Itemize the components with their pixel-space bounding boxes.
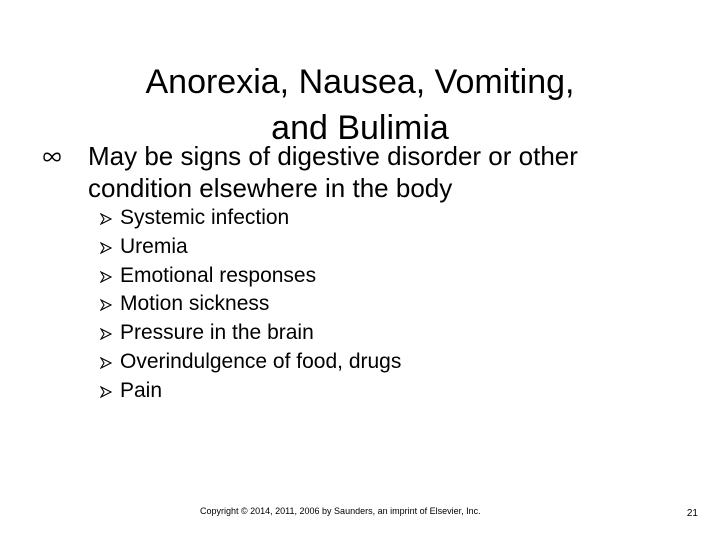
infinity-bullet-icon (42, 150, 62, 164)
main-bullet-text (88, 140, 668, 204)
arrowhead-bullet-icon (100, 242, 112, 254)
sub-bullet-label: Pain (120, 378, 163, 402)
arrowhead-bullet-icon (100, 328, 112, 340)
sub-bullet-label: Motion sickness (120, 292, 270, 316)
copyright-footer: Copyright © 2014, 2011, 2006 by Saunders, an imprint of Elsevier, Inc. (200, 506, 481, 516)
sub-bullet-item (100, 377, 580, 406)
arrowhead-bullet-icon (100, 386, 112, 398)
main-bullet-line-2: condition elsewhere in the body (88, 173, 453, 203)
sub-bullet-label: Pressure in the brain (120, 321, 314, 345)
sub-bullet-item (100, 319, 580, 348)
sub-bullet-label: Overindulgence of food, drugs (120, 349, 402, 373)
slide-title (60, 59, 660, 151)
arrowhead-bullet-icon (100, 271, 112, 283)
arrowhead-bullet-icon (100, 357, 112, 369)
arrowhead-bullet-icon (100, 213, 112, 225)
sub-bullet-label: Emotional responses (120, 263, 317, 287)
sub-bullet-item (100, 262, 580, 291)
sub-bullet-label: Systemic infection (120, 206, 290, 229)
sub-bullet-label: Uremia (120, 234, 188, 258)
sub-bullet-list (100, 204, 580, 406)
sub-bullet-item (100, 204, 580, 233)
slide-title-line-1: Anorexia, Nausea, Vomiting, (145, 62, 575, 101)
arrowhead-bullet-icon (100, 299, 112, 311)
sub-bullet-item (100, 233, 580, 262)
sub-bullet-item (100, 348, 580, 377)
slide-title-line-2: and Bulimia (271, 108, 449, 147)
sub-bullet-item (100, 290, 580, 319)
page-number: 21 (686, 508, 698, 519)
main-bullet-line-1: May be signs of digestive disorder or other (88, 141, 578, 171)
